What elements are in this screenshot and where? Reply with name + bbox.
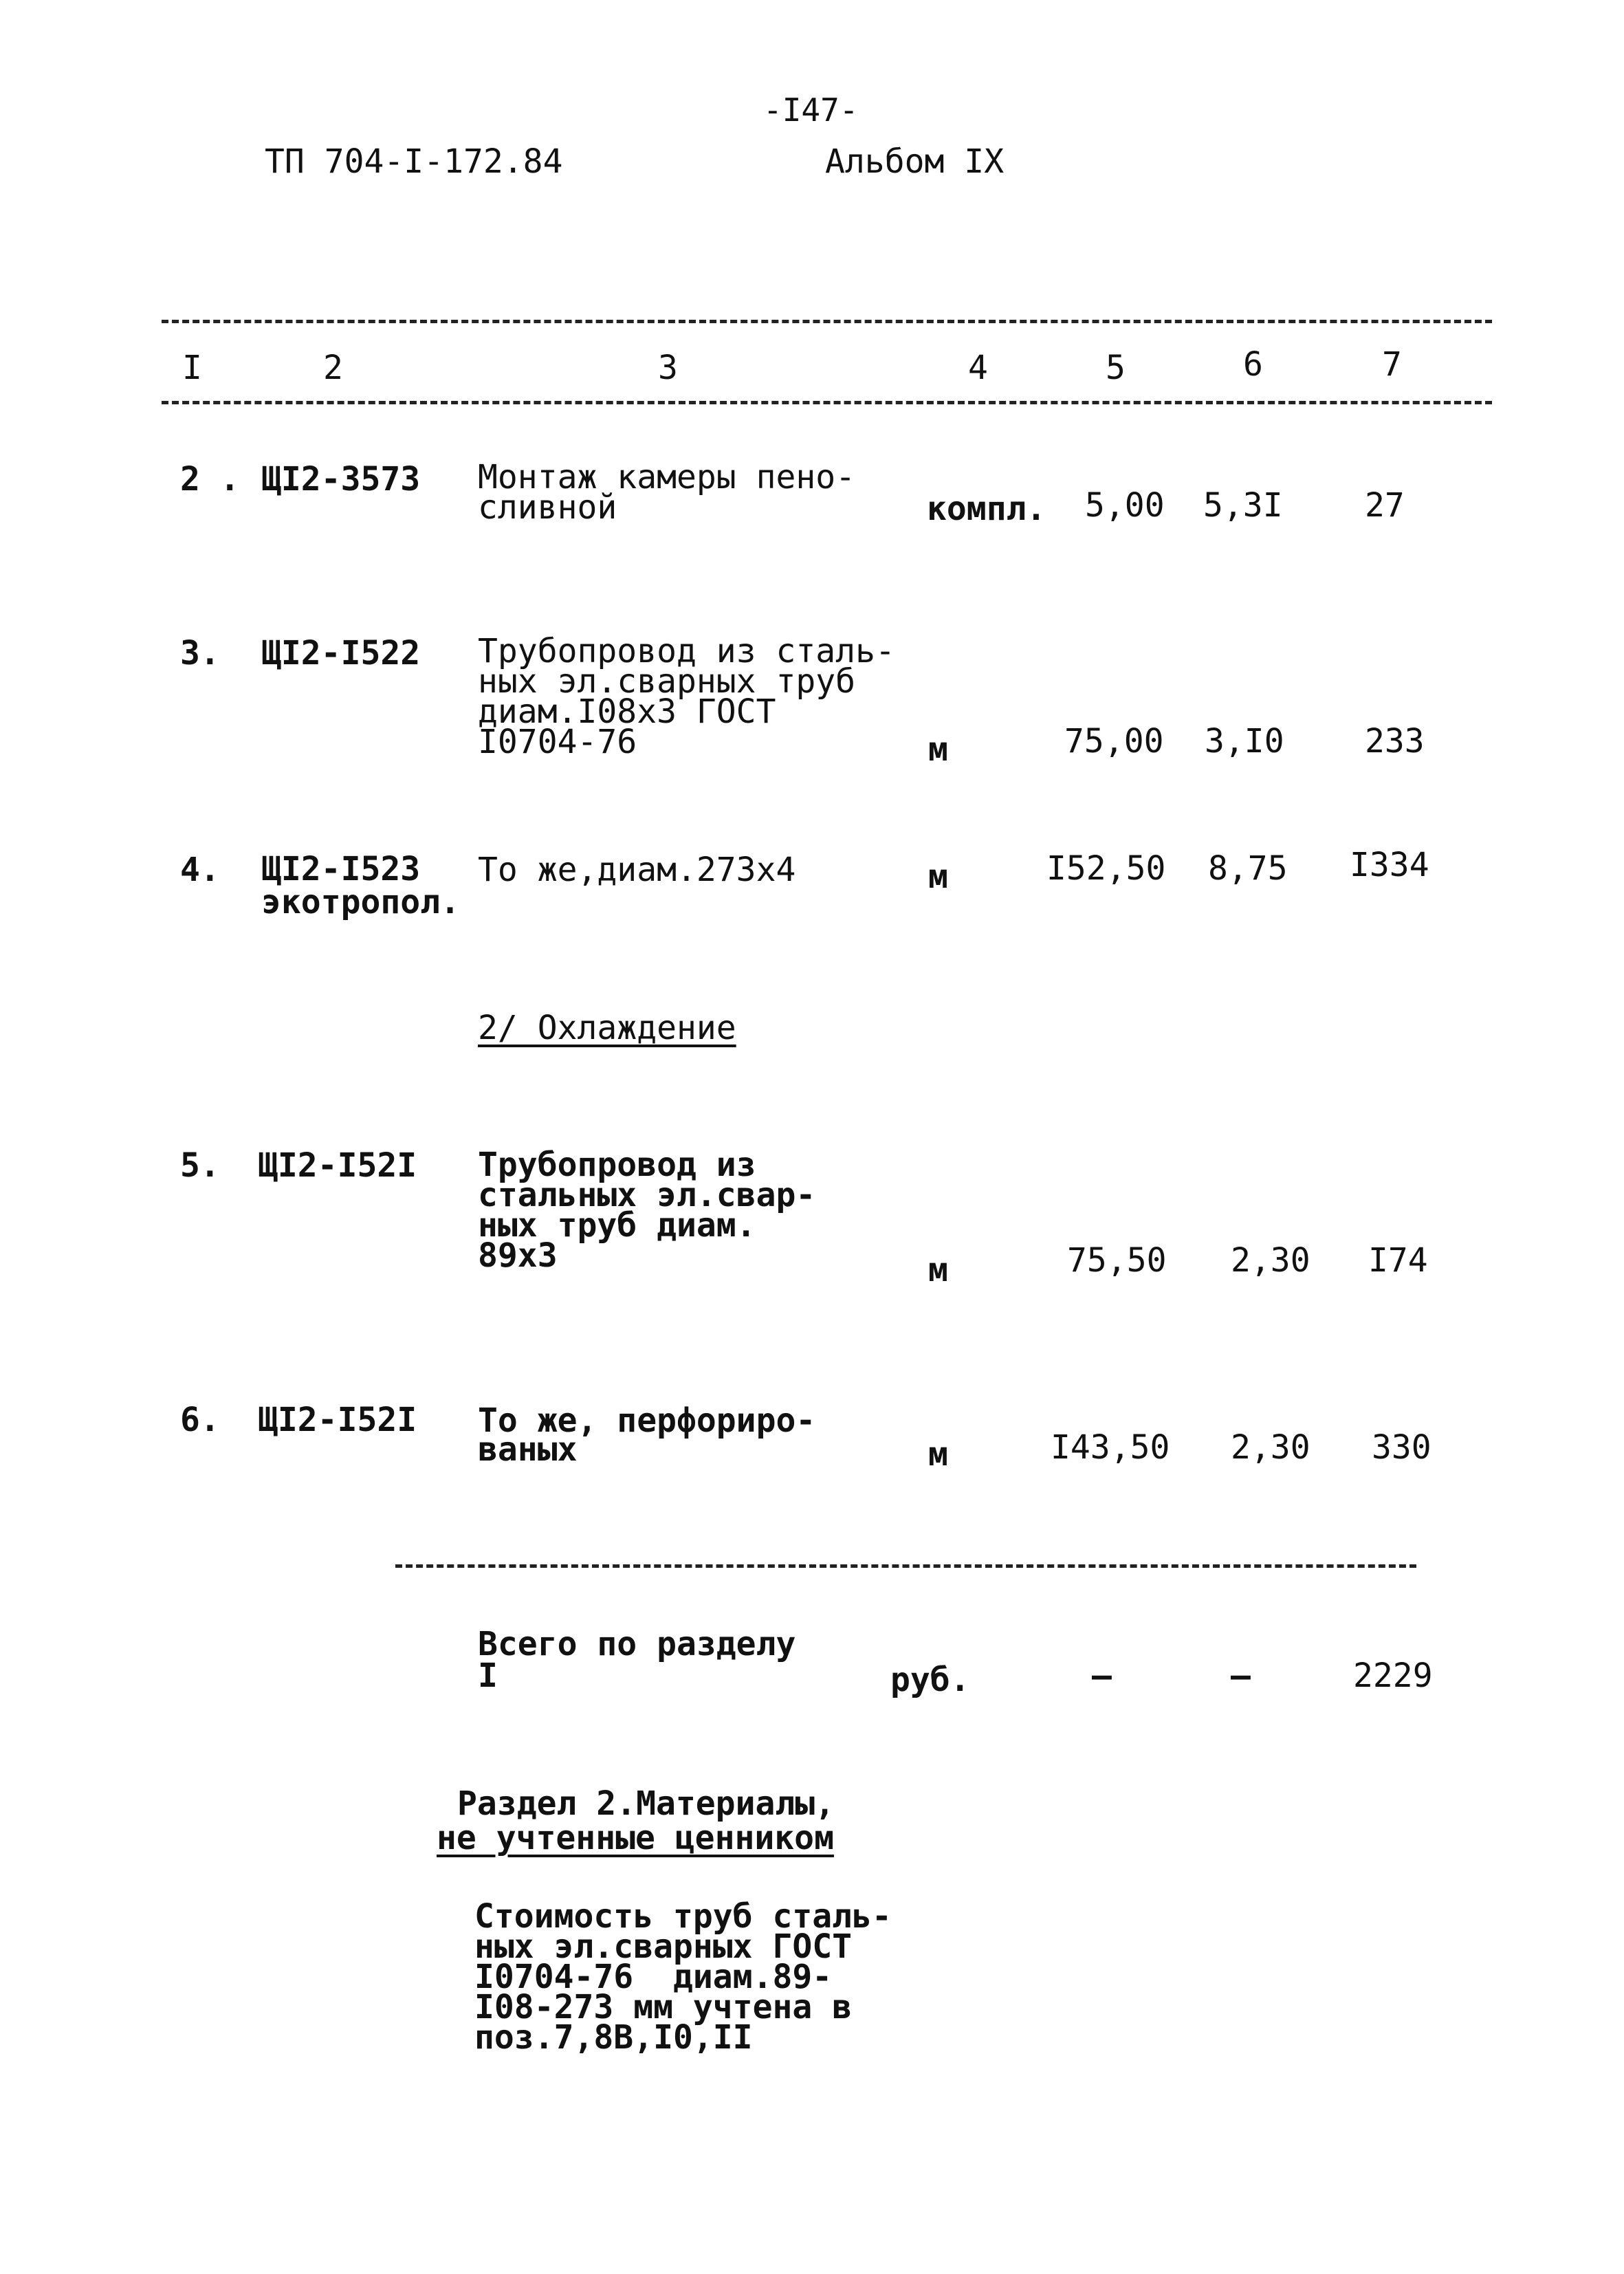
row-number: 2 . <box>180 460 240 499</box>
row-total: 27 <box>1365 486 1405 525</box>
row-code: ЩI2-I522 <box>261 634 421 673</box>
row-quantity: I43,50 <box>1051 1428 1170 1467</box>
row-description: Трубопровод из стальных эл.свар- ных труб диам. 89х3 <box>478 1146 816 1275</box>
table-header-rule <box>162 401 1492 404</box>
row-code: ЩI2-I52I <box>258 1146 417 1185</box>
column-header-1: I <box>182 349 202 387</box>
row-unit: м <box>928 1435 948 1474</box>
album-label: Альбом IX <box>825 142 1005 181</box>
column-header-2: 2 <box>323 349 343 387</box>
section2-note: Стоимость труб сталь- ных эл.сварных ГОСТ I0704-76 диам.89- I08-273 мм учтена в поз.7,8В,I0,II <box>474 1897 892 2057</box>
section2-heading: Раздел 2.Материалы, <box>457 1784 835 1823</box>
row-price: 8,75 <box>1208 849 1288 888</box>
row-quantity: 75,00 <box>1064 722 1164 761</box>
row-description: То же,диам.273х4 <box>478 851 796 889</box>
column-header-5: 5 <box>1106 349 1126 387</box>
row-number: 6. <box>180 1401 220 1439</box>
summary-label: Всего по разделу I <box>478 1625 796 1695</box>
row-price: 2,30 <box>1231 1428 1310 1467</box>
table-top-rule <box>162 320 1492 323</box>
subsection-heading: 2/ Охлаждение <box>478 1009 736 1047</box>
row-total: 233 <box>1365 722 1425 761</box>
row-number: 3. <box>180 634 220 673</box>
row-quantity: 75,50 <box>1067 1241 1167 1280</box>
page-number: -I47- <box>763 91 859 129</box>
summary-price: – <box>1231 1657 1251 1695</box>
row-unit: м <box>928 857 948 896</box>
row-total: I334 <box>1350 846 1429 884</box>
summary-rule <box>395 1564 1416 1568</box>
column-header-7: 7 <box>1382 345 1402 384</box>
row-description: То же, перфориро- ваных <box>478 1401 816 1469</box>
row-code: ЩI2-3573 <box>261 460 421 499</box>
row-number: 4. <box>180 851 220 889</box>
summary-total: 2229 <box>1353 1657 1433 1695</box>
section2-heading-continued: не учтенные ценником <box>437 1819 834 1857</box>
row-unit: м <box>928 730 948 769</box>
row-unit: компл. <box>927 490 1046 528</box>
column-header-6: 6 <box>1243 345 1263 384</box>
row-description: Трубопровод из сталь- ных эл.сварных труб диам.I08х3 ГОСТ I0704-76 <box>478 632 895 761</box>
row-quantity: 5,00 <box>1085 486 1165 525</box>
row-code: ЩI2-I523 экотропол. <box>261 850 460 921</box>
row-description: Монтаж камеры пено- сливной <box>478 458 856 527</box>
row-price: 3,I0 <box>1205 722 1284 761</box>
document-code: ТП 704-I-172.84 <box>265 142 563 181</box>
column-header-4: 4 <box>968 349 988 387</box>
column-header-3: 3 <box>658 349 678 387</box>
row-price: 2,30 <box>1231 1241 1310 1280</box>
row-code: ЩI2-I52I <box>258 1401 417 1439</box>
row-total: 330 <box>1372 1428 1431 1467</box>
row-unit: м <box>928 1251 948 1289</box>
summary-quantity: – <box>1092 1657 1112 1695</box>
row-number: 5. <box>180 1146 220 1185</box>
row-total: I74 <box>1368 1241 1428 1280</box>
summary-unit: руб. <box>890 1661 970 1699</box>
row-price: 5,3I <box>1203 486 1283 525</box>
row-quantity: I52,50 <box>1046 849 1166 888</box>
